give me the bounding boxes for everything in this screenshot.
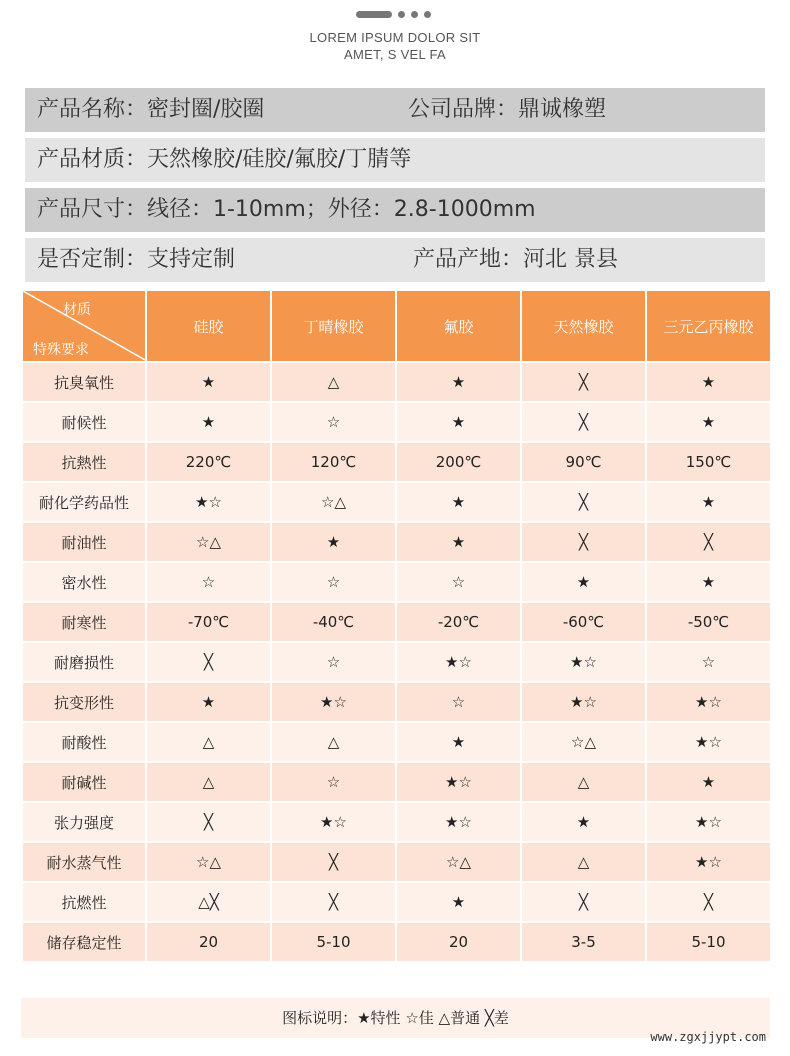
table-cell: ☆△ — [146, 842, 271, 882]
table-cell: 220℃ — [146, 442, 271, 482]
table-cell: ╳ — [646, 522, 771, 562]
table-cell: 150℃ — [646, 442, 771, 482]
table-cell: -20℃ — [396, 602, 521, 642]
table-cell: 20 — [146, 922, 271, 962]
table-cell: ★ — [646, 762, 771, 802]
column-header: 硅胶 — [146, 290, 271, 362]
table-cell: ★☆ — [396, 642, 521, 682]
table-cell: 200℃ — [396, 442, 521, 482]
table-header-row — [22, 290, 771, 362]
table-cell: ☆△ — [521, 722, 646, 762]
table-cell: △ — [146, 762, 271, 802]
table-cell: ☆ — [271, 642, 396, 682]
table-row — [22, 642, 771, 682]
table-row — [22, 602, 771, 642]
table-cell: ╳ — [521, 402, 646, 442]
table-cell: 20 — [396, 922, 521, 962]
indicator-dot — [411, 11, 418, 18]
header-line-1: LOREM IPSUM DOLOR SIT — [309, 30, 481, 45]
info-row-name — [25, 88, 765, 132]
table-cell: ★ — [646, 562, 771, 602]
table-cell: ☆ — [146, 562, 271, 602]
row-label: 密水性 — [22, 562, 146, 602]
column-header: 三元乙丙橡胶 — [646, 290, 771, 362]
table-cell: ╳ — [646, 882, 771, 922]
table-cell: ☆ — [271, 402, 396, 442]
row-label: 耐化学药品性 — [22, 482, 146, 522]
row-label: 耐水蒸气性 — [22, 842, 146, 882]
table-cell: ★☆ — [521, 642, 646, 682]
row-label: 耐候性 — [22, 402, 146, 442]
table-cell: ╳ — [146, 642, 271, 682]
table-row — [22, 482, 771, 522]
table-row — [22, 562, 771, 602]
table-cell: ★ — [396, 362, 521, 402]
table-cell: 120℃ — [271, 442, 396, 482]
table-cell: ★ — [646, 482, 771, 522]
row-label: 耐寒性 — [22, 602, 146, 642]
indicator-dot — [398, 11, 405, 18]
table-cell: △╳ — [146, 882, 271, 922]
table-row — [22, 842, 771, 882]
table-cell: ╳ — [521, 482, 646, 522]
table-cell: ★☆ — [646, 802, 771, 842]
column-header: 天然橡胶 — [521, 290, 646, 362]
row-label: 抗熱性 — [22, 442, 146, 482]
product-origin: 产品产地：河北 景县 — [413, 247, 618, 272]
table-cell: 3-5 — [521, 922, 646, 962]
table-cell: ★ — [146, 362, 271, 402]
company-brand: 公司品牌：鼎诚橡塑 — [408, 97, 607, 122]
column-header: 丁晴橡胶 — [271, 290, 396, 362]
table-cell: ★ — [271, 522, 396, 562]
table-row — [22, 922, 771, 962]
table-cell: △ — [271, 362, 396, 402]
product-name: 产品名称：密封圈/胶圈 — [37, 97, 265, 122]
watermark: www.zgxjjypt.com — [650, 1030, 766, 1044]
table-cell: ╳ — [521, 522, 646, 562]
table-cell: ╳ — [521, 362, 646, 402]
table-cell: △ — [521, 762, 646, 802]
row-label: 耐碱性 — [22, 762, 146, 802]
info-row-size — [25, 188, 765, 232]
table-cell: ★ — [146, 402, 271, 442]
corner-material-label: 材质 — [63, 302, 91, 318]
table-cell: ☆ — [646, 642, 771, 682]
table-cell: ☆ — [271, 562, 396, 602]
table-cell: ★ — [146, 682, 271, 722]
table-cell: ★ — [396, 522, 521, 562]
table-cell: ★ — [396, 482, 521, 522]
table-cell: 90℃ — [521, 442, 646, 482]
table-cell: ╳ — [271, 882, 396, 922]
header-caption — [0, 29, 790, 63]
table-cell: ☆ — [396, 562, 521, 602]
table-cell: ★☆ — [146, 482, 271, 522]
table-row — [22, 522, 771, 562]
row-label: 耐磨损性 — [22, 642, 146, 682]
row-label: 抗臭氧性 — [22, 362, 146, 402]
table-cell: ★ — [396, 882, 521, 922]
table-cell: ★ — [396, 402, 521, 442]
row-label: 抗燃性 — [22, 882, 146, 922]
row-label: 张力强度 — [22, 802, 146, 842]
indicator-dot — [424, 11, 431, 18]
table-cell: ★☆ — [646, 682, 771, 722]
table-cell: ★ — [521, 562, 646, 602]
table-cell: ╳ — [271, 842, 396, 882]
table-cell: ╳ — [146, 802, 271, 842]
table-cell: ╳ — [521, 882, 646, 922]
table-cell: ★☆ — [271, 802, 396, 842]
info-row-custom — [25, 238, 765, 282]
column-header: 氟胶 — [396, 290, 521, 362]
table-row — [22, 362, 771, 402]
table-cell: -70℃ — [146, 602, 271, 642]
corner-requirement-label: 特殊要求 — [33, 342, 89, 358]
table-cell: ★☆ — [521, 682, 646, 722]
row-label: 抗变形性 — [22, 682, 146, 722]
table-cell: ☆ — [396, 682, 521, 722]
table-row — [22, 762, 771, 802]
row-label: 储存稳定性 — [22, 922, 146, 962]
table-cell: -40℃ — [271, 602, 396, 642]
table-row — [22, 402, 771, 442]
table-row — [22, 722, 771, 762]
table-corner-cell — [22, 290, 146, 362]
table-cell: ☆△ — [396, 842, 521, 882]
table-cell: 5-10 — [646, 922, 771, 962]
table-row — [22, 882, 771, 922]
table-row — [22, 682, 771, 722]
table-cell: -50℃ — [646, 602, 771, 642]
table-cell: ★☆ — [271, 682, 396, 722]
table-cell: ★☆ — [646, 842, 771, 882]
table-cell: △ — [521, 842, 646, 882]
indicator-bar — [356, 11, 392, 18]
table-row — [22, 442, 771, 482]
table-cell: ☆△ — [271, 482, 396, 522]
table-cell: ★☆ — [646, 722, 771, 762]
table-row — [22, 802, 771, 842]
row-label: 耐酸性 — [22, 722, 146, 762]
table-cell: 5-10 — [271, 922, 396, 962]
material-comparison-table — [21, 289, 772, 963]
table-cell: ★ — [646, 402, 771, 442]
table-cell: ☆△ — [146, 522, 271, 562]
table-cell: ★ — [396, 722, 521, 762]
info-row-material — [25, 138, 765, 182]
table-cell: △ — [271, 722, 396, 762]
header-line-2: AMET, S VEL FA — [344, 47, 446, 62]
table-cell: ★☆ — [396, 802, 521, 842]
table-cell: -60℃ — [521, 602, 646, 642]
legend: 图标说明：★特性 ☆佳 △普通 ╳差 — [21, 998, 770, 1038]
table-cell: △ — [146, 722, 271, 762]
table-cell: ☆ — [271, 762, 396, 802]
carousel-indicator — [356, 9, 431, 19]
table-cell: ★ — [521, 802, 646, 842]
table-cell: ★☆ — [396, 762, 521, 802]
product-material: 产品材质：天然橡胶/硅胶/氟胶/丁腈等 — [37, 147, 412, 172]
product-size: 产品尺寸：线径：1-10mm；外径：2.8-1000mm — [37, 197, 536, 222]
customization: 是否定制：支持定制 — [37, 247, 236, 272]
table-cell: ★ — [646, 362, 771, 402]
row-label: 耐油性 — [22, 522, 146, 562]
